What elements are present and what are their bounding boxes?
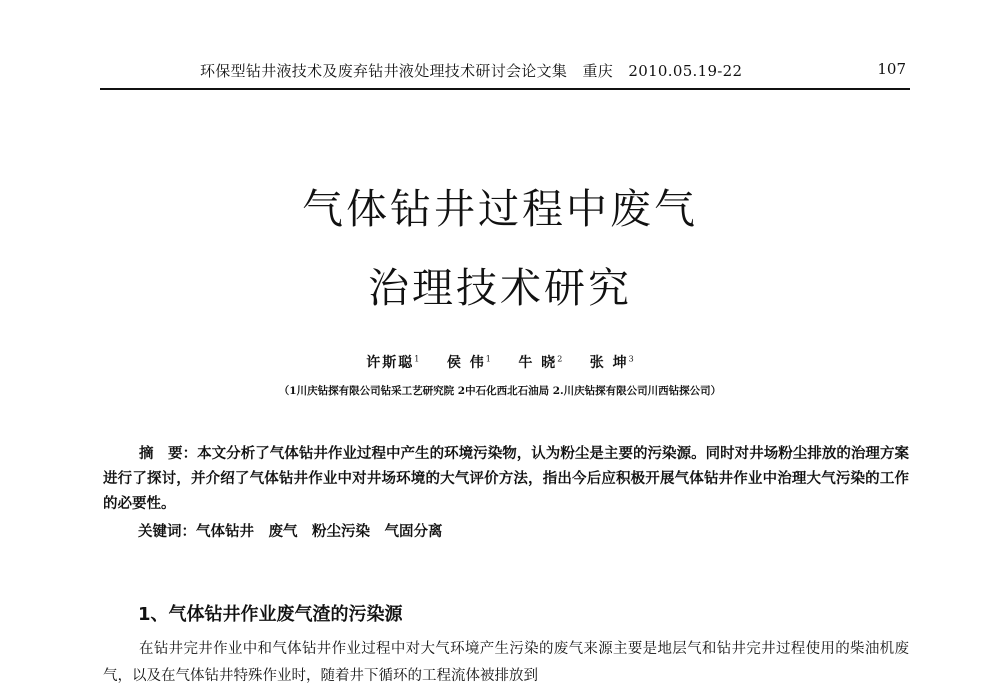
author-affil-mark: 3: [628, 354, 634, 364]
paper-title-line-1: 气体钻井过程中废气: [302, 185, 698, 233]
author-name: 张 坤: [589, 355, 629, 371]
running-header: [100, 56, 910, 90]
section-heading: 1、气体钻井作业废气渣的污染源: [138, 604, 403, 625]
author-affil-mark: 2: [557, 354, 563, 364]
running-title: 环保型钻井液技术及废弃钻井液处理技术研讨会论文集 重庆 2010.05.19-22: [200, 62, 743, 80]
section-body-text: 在钻井完井作业中和气体钻井作业过程中对大气环境产生污染的废气来源主要是地层气和钻井完井过程使用的柴油机废气，以及在气体钻井特殊作业时，随着井下循环的工程流体被排放到: [103, 641, 909, 684]
page-number: 107: [877, 60, 906, 78]
affiliations: （1川庆钻探有限公司钻采工艺研究院 2中石化西北石油局 2.川庆钻探有限公司川西钻探公司）: [278, 385, 722, 397]
author-affil-mark: 1: [414, 354, 420, 364]
author-affil-mark: 1: [485, 354, 491, 364]
keywords: 关键词：气体钻井 废气 粉尘污染 气固分离: [138, 523, 443, 540]
paper-title-line-2: 治理技术研究: [368, 264, 632, 312]
author-name: 侯 伟: [446, 355, 486, 371]
author-name: 牛 晓: [518, 355, 558, 371]
author-list: [0, 352, 1000, 372]
author-name: 许斯聪: [366, 355, 415, 371]
abstract-text: 摘 要：本文分析了气体钻井作业过程中产生的环境污染物，认为粉尘是主要的污染源。同时对井场粉尘排放的治理方案进行了探讨，并介绍了气体钻井作业中对井场环境的大气评价方法，指出今后应积极开展气体钻井作业中治理大气污染的工作的必要性。: [103, 445, 909, 512]
abstract: [103, 441, 909, 516]
